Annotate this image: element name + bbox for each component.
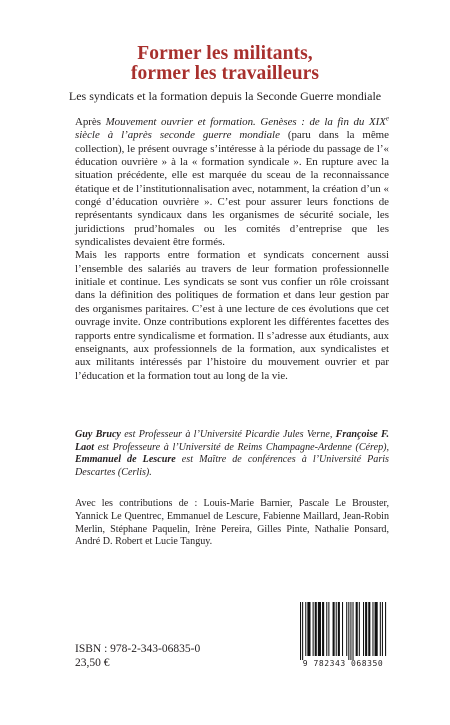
barcode-bar — [318, 602, 321, 656]
description — [75, 116, 389, 383]
barcode-bar — [336, 602, 337, 656]
barcode-bar — [326, 602, 327, 656]
barcode-bar — [348, 602, 349, 660]
author-name: Françoise F. Laot — [75, 429, 389, 453]
barcode-bar — [350, 602, 351, 660]
barcode-bar — [368, 602, 370, 656]
isbn: ISBN : 978-2-343-06835-0 — [75, 643, 201, 655]
author-name: Guy Brucy — [75, 429, 121, 440]
title-line-2: former les travailleurs — [130, 63, 320, 84]
contributors: Avec les contributions de : Louis-Marie Barnier, Pascale Le Brouster, Yannick Le Quentrec, Emmanuel de Lescure, Fabienne Maillard, Jean-Robin Merlin, Stéphane Paquelin, Irène Pereira, Gilles Pinte, Nathalie Ponsard, André D. Robert et Lucie Tanguy. — [75, 498, 389, 548]
barcode-bar — [315, 602, 317, 656]
book-title — [0, 44, 450, 84]
barcode-bar — [342, 602, 343, 656]
title-line-1: Former les militants, — [137, 43, 313, 64]
barcode-bar — [338, 602, 340, 656]
price: 23,50 € — [75, 657, 110, 669]
barcode-bar — [300, 602, 301, 660]
book-subtitle: Les syndicats et la formation depuis la Seconde Guerre mondiale — [68, 89, 382, 103]
author-name: Emmanuel de Lescure — [75, 454, 176, 465]
previous-book-title: Mouvement ouvrier et formation. Genèses : de la fin du XIXe siècle à l’après seconde guerre mondiale — [75, 114, 389, 142]
barcode-bar — [333, 602, 335, 656]
barcode-bar — [375, 602, 378, 656]
barcode-bar — [372, 602, 373, 656]
barcode-bar — [353, 602, 354, 660]
barcode-bar — [328, 602, 329, 656]
barcode-bar — [313, 602, 314, 656]
barcode-bar — [322, 602, 324, 656]
authors-bio: Guy Brucy est Professeur à l’Université Picardie Jules Verne, Françoise F. Laot est Professeure à l’Université de Reims Champagne-Ardenne (Cérep), Emmanuel de Lescure est Maître de conférences à l’Université Paris Descartes (Cerlis). — [75, 429, 389, 478]
description-paragraph-2: Mais les rapports entre formation et syndicats concernent aussi l’ensemble des salariés au travers de leur formation professionnelle initiale et continue. Les syndicats se sont vus confier un rôle croissant dans la définition des politiques de formation et dans leur gestion par des organismes paritaires. C’est à une lecture de ces évolutions que cet ouvrage invite. Onze contributions explorent les différentes facettes des rapports entre syndicalisme et formation. Il s’adresse aux étudiants, aux enseignants, aux professionnels de la formation, aux syndicalistes et aux militants intéressés par l’histoire du mouvement ouvrier et par l’éducation et la formation tout au long de la vie. — [75, 249, 389, 382]
barcode-bar — [356, 602, 358, 656]
isbn-price-block — [75, 642, 200, 670]
barcode-bar — [302, 602, 303, 660]
barcode-bar — [307, 602, 310, 656]
barcode-bar — [363, 602, 364, 656]
barcode-bar — [365, 602, 367, 656]
barcode-bar — [385, 602, 386, 656]
barcode-bars — [296, 600, 390, 660]
description-paragraph-1: Après Mouvement ouvrier et formation. Genèses : de la fin du XIXe siècle à l’après seconde guerre mondiale (paru dans la même collection), le présent ouvrage s’intéresse à la période du passage de l’« éducation ouvrière » à la « formation syndicale ». En rupture avec la situation précédente, elle est marquée du sceau de la reconnaissance étatique et de l’institutionnalisation avec, notamment, la création d’un « congé d’éducation ouvrière ». C’est pour assurer leurs fonctions de représentants syndicaux dans les organismes de sécurité sociale, les juridictions prud’homales ou les comités d’entreprise que les syndicalistes devaient être formés. — [75, 114, 389, 249]
barcode-bar — [359, 602, 360, 656]
barcode-bar — [305, 602, 306, 656]
barcode-bar — [346, 602, 347, 656]
barcode-number: 9 782343 068350 — [302, 659, 384, 668]
barcode-bar — [382, 602, 383, 656]
barcode — [296, 600, 390, 667]
barcode-bar — [380, 602, 381, 656]
